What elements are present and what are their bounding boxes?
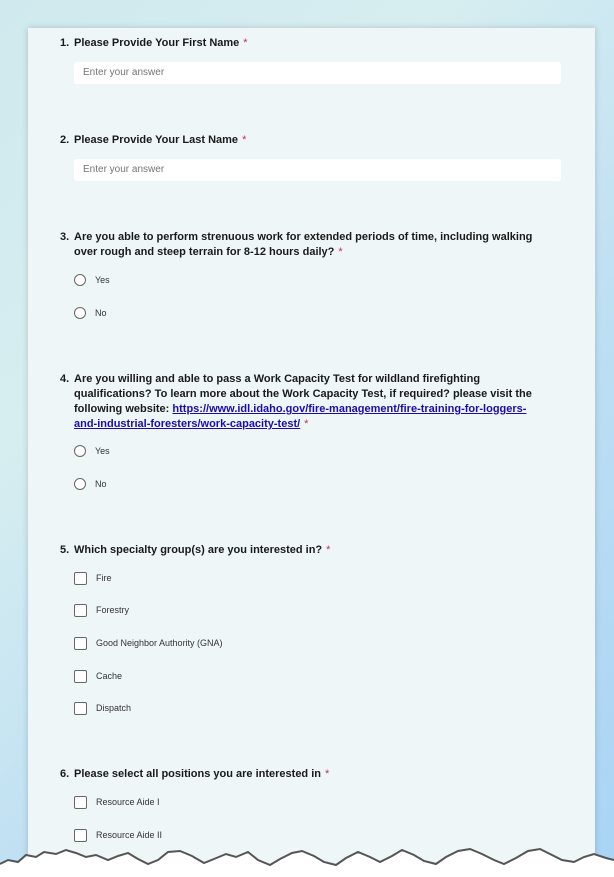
last-name-input[interactable] (74, 159, 561, 181)
option-label: Resource Aide II (96, 830, 163, 840)
option-label: Good Neighbor Authority (GNA) (96, 638, 223, 648)
checkbox[interactable] (74, 572, 87, 585)
question-title (60, 543, 560, 558)
option-label: No (95, 308, 107, 318)
option-label: Dispatch (96, 703, 132, 713)
question-title (60, 36, 560, 51)
checkbox[interactable] (74, 637, 87, 650)
required-marker: * (304, 418, 309, 430)
question-number: 5. (60, 544, 70, 556)
option-label: Yes (95, 275, 110, 285)
option-label: Yes (95, 446, 110, 456)
option-fire[interactable] (74, 570, 112, 586)
option-no[interactable] (74, 305, 107, 321)
question-text: Please Provide Your Last Name (74, 134, 239, 146)
radio-button[interactable] (74, 478, 86, 490)
question-strenuous-work (60, 230, 560, 318)
question-title (60, 767, 560, 782)
torn-edge (0, 838, 614, 877)
option-label: Forestry (96, 605, 130, 615)
question-first-name (60, 36, 560, 51)
checkbox[interactable] (74, 604, 87, 617)
required-marker: * (324, 768, 330, 780)
checkbox[interactable] (74, 670, 87, 683)
question-text-line: Are you able to perform strenuous work for extended periods of time, including walking (74, 231, 533, 243)
required-marker: * (326, 544, 331, 556)
question-number: 6. (60, 768, 70, 780)
question-number: 3. (60, 231, 70, 243)
question-last-name (60, 133, 560, 148)
option-label: Resource Aide I (96, 797, 160, 807)
radio-button[interactable] (74, 445, 86, 457)
required-marker: * (242, 134, 247, 146)
question-title (60, 372, 560, 432)
radio-button[interactable] (74, 307, 86, 319)
option-label: No (95, 479, 107, 489)
option-cache[interactable] (74, 668, 122, 684)
question-number: 1. (60, 37, 70, 49)
option-gna[interactable] (74, 635, 223, 651)
question-number: 4. (60, 373, 70, 385)
question-work-capacity (60, 372, 560, 489)
option-label: Fire (96, 573, 112, 583)
question-number: 2. (60, 134, 70, 146)
question-text: Please Provide Your First Name (74, 37, 240, 49)
first-name-input[interactable] (74, 62, 561, 84)
question-text: Which specialty group(s) are you interested in? (74, 544, 323, 556)
option-label: Cache (96, 671, 123, 681)
question-specialty-group (60, 543, 560, 713)
form-card (28, 28, 595, 877)
question-text-line: over rough and steep terrain for 8-12 hours daily? (74, 246, 335, 258)
option-resource-aide-1[interactable] (74, 794, 160, 810)
option-dispatch[interactable] (74, 700, 131, 716)
question-text-line: qualifications? To learn more about the Work Capacity Test, if required? please visit the (74, 388, 532, 400)
checkbox[interactable] (74, 702, 87, 715)
required-marker: * (243, 37, 248, 49)
question-text: Please select all positions you are interested in (74, 768, 321, 780)
radio-button[interactable] (74, 274, 86, 286)
question-text-line: Are you willing and able to pass a Work Capacity Test for wildland firefighting (74, 373, 481, 385)
option-forestry[interactable] (74, 602, 129, 618)
option-no[interactable] (74, 476, 107, 492)
work-capacity-link[interactable]: https://www.idl.idaho.gov/fire-management/fire-training-for-loggers- (172, 403, 527, 415)
option-yes[interactable] (74, 443, 110, 459)
option-yes[interactable] (74, 272, 110, 288)
work-capacity-link[interactable]: and-industrial-foresters/work-capacity-test/ (74, 418, 301, 430)
question-title (60, 230, 560, 260)
question-title (60, 133, 560, 148)
required-marker: * (338, 246, 343, 258)
question-positions (60, 767, 560, 840)
question-text-line: following website: (74, 403, 170, 415)
checkbox[interactable] (74, 796, 87, 809)
